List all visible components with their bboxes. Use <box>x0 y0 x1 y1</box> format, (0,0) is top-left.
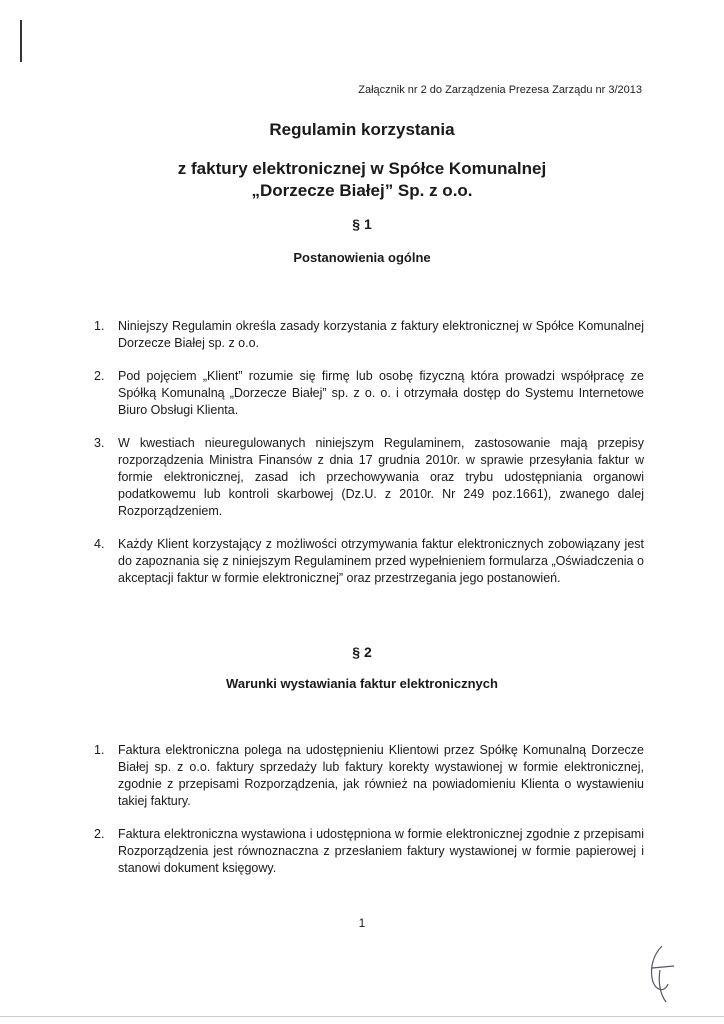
document-subtitle <box>0 158 724 202</box>
bottom-edge-line <box>0 1016 724 1017</box>
list-item <box>94 435 644 520</box>
list-item-text: Faktura elektroniczna polega na udostępnieniu Klientowi przez Spółkę Komunalną Dorzecze Białej sp. z o.o. faktury sprzedaży lub faktury korekty wystawionej w formie elektronicznej, zgodnie z przepisami Rozporządzenia, jak również na powiadomieniu Klienta o wystawieniu takiej faktury. <box>118 743 644 808</box>
list-item <box>94 826 644 877</box>
list-item-text: Każdy Klient korzystający z możliwości otrzymywania faktur elektronicznych zobowiązany jest do zapoznania się z niniejszym Regulaminem przed wypełnieniem formularza „Oświadczenia o akceptacji faktur w formie elektronicznej” oraz przestrzegania jego postanowień. <box>118 537 644 585</box>
list-item-number: 1. <box>94 743 105 757</box>
list-item-text: Niniejszy Regulamin określa zasady korzystania z faktury elektronicznej w Spółce Komunalnej Dorzecze Białej sp. z o.o. <box>118 319 644 350</box>
subtitle-line-1: z faktury elektronicznej w Spółce Komunalnej <box>177 159 547 178</box>
section-2-symbol: § 2 <box>352 644 372 660</box>
section-2-heading: Warunki wystawiania faktur elektronicznych <box>226 676 498 691</box>
section-1-list <box>94 318 644 587</box>
section-1-symbol: § 1 <box>352 216 372 232</box>
handwritten-initials <box>644 944 678 1004</box>
list-item-text: Faktura elektroniczna wystawiona i udostępniona w formie elektronicznej zgodnie z przepisami Rozporządzenia jest równoznaczna z przesłaniem faktury wystawionej w formie papierowej i stanowi dokument księgowy. <box>118 827 644 875</box>
section-1-heading: Postanowienia ogólne <box>293 250 431 265</box>
annex-note: Załącznik nr 2 do Zarządzenia Prezesa Zarządu nr 3/2013 <box>358 84 642 96</box>
list-item-text: W kwestiach nieuregulowanych niniejszym Regulaminem, zastosowanie mają przepisy rozporządzenia Ministra Finansów z dnia 17 grudnia 2010r. w sprawie przesyłania faktur w formie elektronicznej, zasad ich przechowywania oraz trybu udostępniania organowi podatkowemu lub kontroli skarbowej (Dz.U. z 2010r. Nr 249 poz.1661), zwanego dalej Rozporządzeniem. <box>118 436 644 518</box>
subtitle-line-2: „Dorzecze Białej” Sp. z o.o. <box>251 181 473 200</box>
scan-edge-mark <box>20 20 22 62</box>
list-item <box>94 368 644 419</box>
list-item <box>94 536 644 587</box>
page-number: 1 <box>358 916 366 930</box>
document-title: Regulamin korzystania <box>269 120 455 139</box>
list-item-number: 2. <box>94 369 105 383</box>
list-item-number: 4. <box>94 537 105 551</box>
section-2-list <box>94 742 644 877</box>
list-item-number: 2. <box>94 827 105 841</box>
list-item-text: Pod pojęciem „Klient” rozumie się firmę lub osobę fizyczną która prowadzi współpracę ze Spółką Komunalną „Dorzecze Białej” sp. z o. o. i otrzymała dostęp do Systemu Internetowe Biuro Obsługi Klienta. <box>118 369 644 417</box>
list-item-number: 3. <box>94 436 105 450</box>
list-item <box>94 318 644 352</box>
list-item <box>94 742 644 810</box>
list-item-number: 1. <box>94 319 105 333</box>
